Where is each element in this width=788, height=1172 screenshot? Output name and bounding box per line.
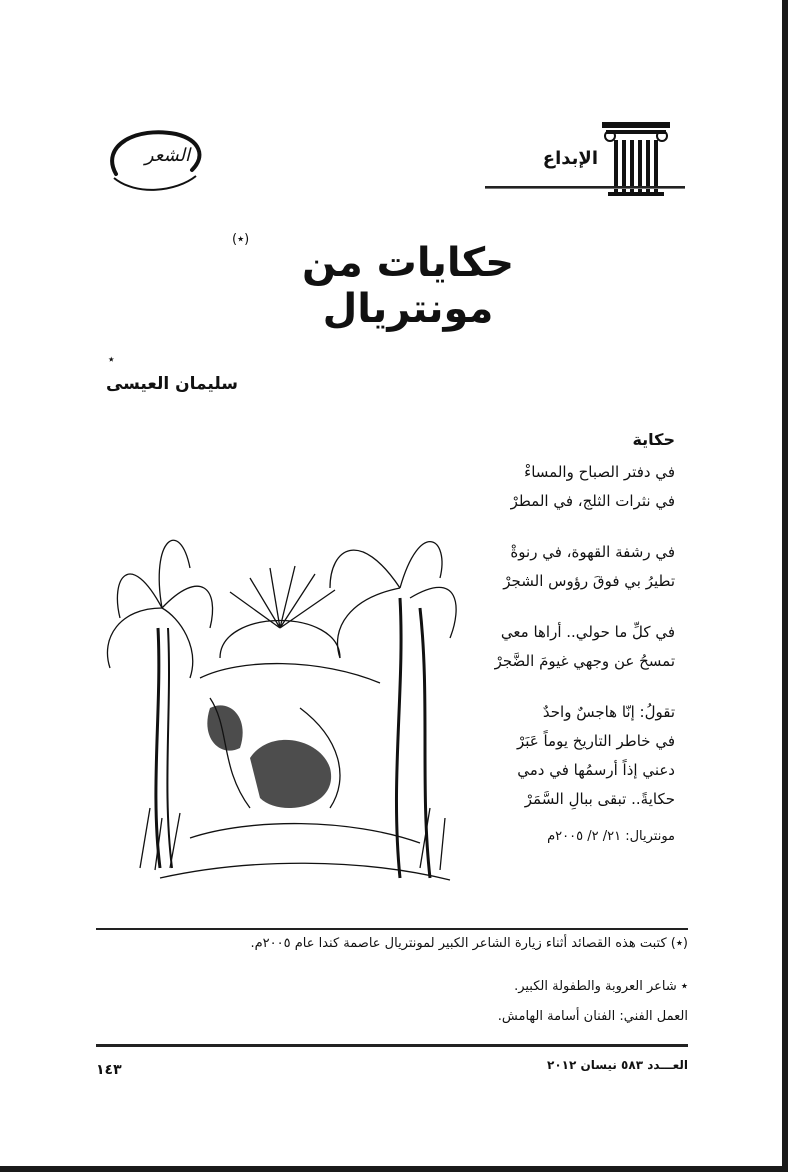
poem-date: مونتريال: ٢١/ ٢/ ٢٠٠٥م — [547, 829, 675, 844]
artwork-credit: العمل الفني: الفنان أسامة الهامش. — [497, 1009, 688, 1024]
author-name: سليمان العيسى — [105, 374, 238, 394]
section-label: الإبداع — [542, 148, 598, 169]
footnote-note: (٭) كتبت هذه القصائد أثناء زيارة الشاعر الكبير لمونتريال عاصمة كندا عام ٢٠٠٥م. — [250, 936, 688, 951]
genre-label: الشعر — [144, 145, 190, 166]
poem-line: في كلِّ ما حولي.. أراها معي — [500, 623, 675, 641]
title-footnote-mark: (٭) — [232, 232, 250, 247]
author-footnote-mark: ٭ — [108, 352, 115, 366]
palm-trees-illustration — [100, 508, 462, 886]
page-right-border — [782, 0, 788, 1172]
poem-line: في دفتر الصباح والمساءْ — [524, 463, 675, 481]
footnote-rule — [96, 928, 688, 930]
poem-line: في خاطر التاريخ يوماً عَبَرْ — [516, 732, 675, 750]
poem-line: في رشفة القهوة، في رنوةْ — [510, 543, 675, 561]
author-bio: ٭ شاعر العروبة والطفولة الكبير. — [514, 979, 688, 994]
poem-line: تطيرُ بي فوقَ رؤوس الشجرْ — [503, 572, 675, 590]
poem-line: تمسحُ عن وجهي غيومَ الضَّجرْ — [494, 652, 675, 670]
page-title: حكايات من مونتريال — [301, 240, 515, 332]
poem-line: دعني إذاً أرسمُها في دمي — [517, 761, 675, 779]
section-rule-thin — [485, 188, 685, 189]
page-bottom-border — [0, 1166, 788, 1172]
poem-line: في نثرات الثلج، في المطرْ — [510, 492, 675, 510]
footnote-bio — [380, 972, 688, 1032]
poem-heading: حكاية — [632, 430, 675, 449]
poem-line: حكايةً.. تبقى ببالِ السَّمَرْ — [524, 790, 675, 808]
page-number: ١٤٣ — [96, 1062, 122, 1078]
issue-info: العـــدد ٥٨٣ نيسان ٢٠١٢ — [547, 1058, 688, 1072]
footer-rule — [96, 1044, 688, 1047]
poem-line: تقولُ: إنّا هاجسٌ واحدٌ — [542, 703, 675, 721]
